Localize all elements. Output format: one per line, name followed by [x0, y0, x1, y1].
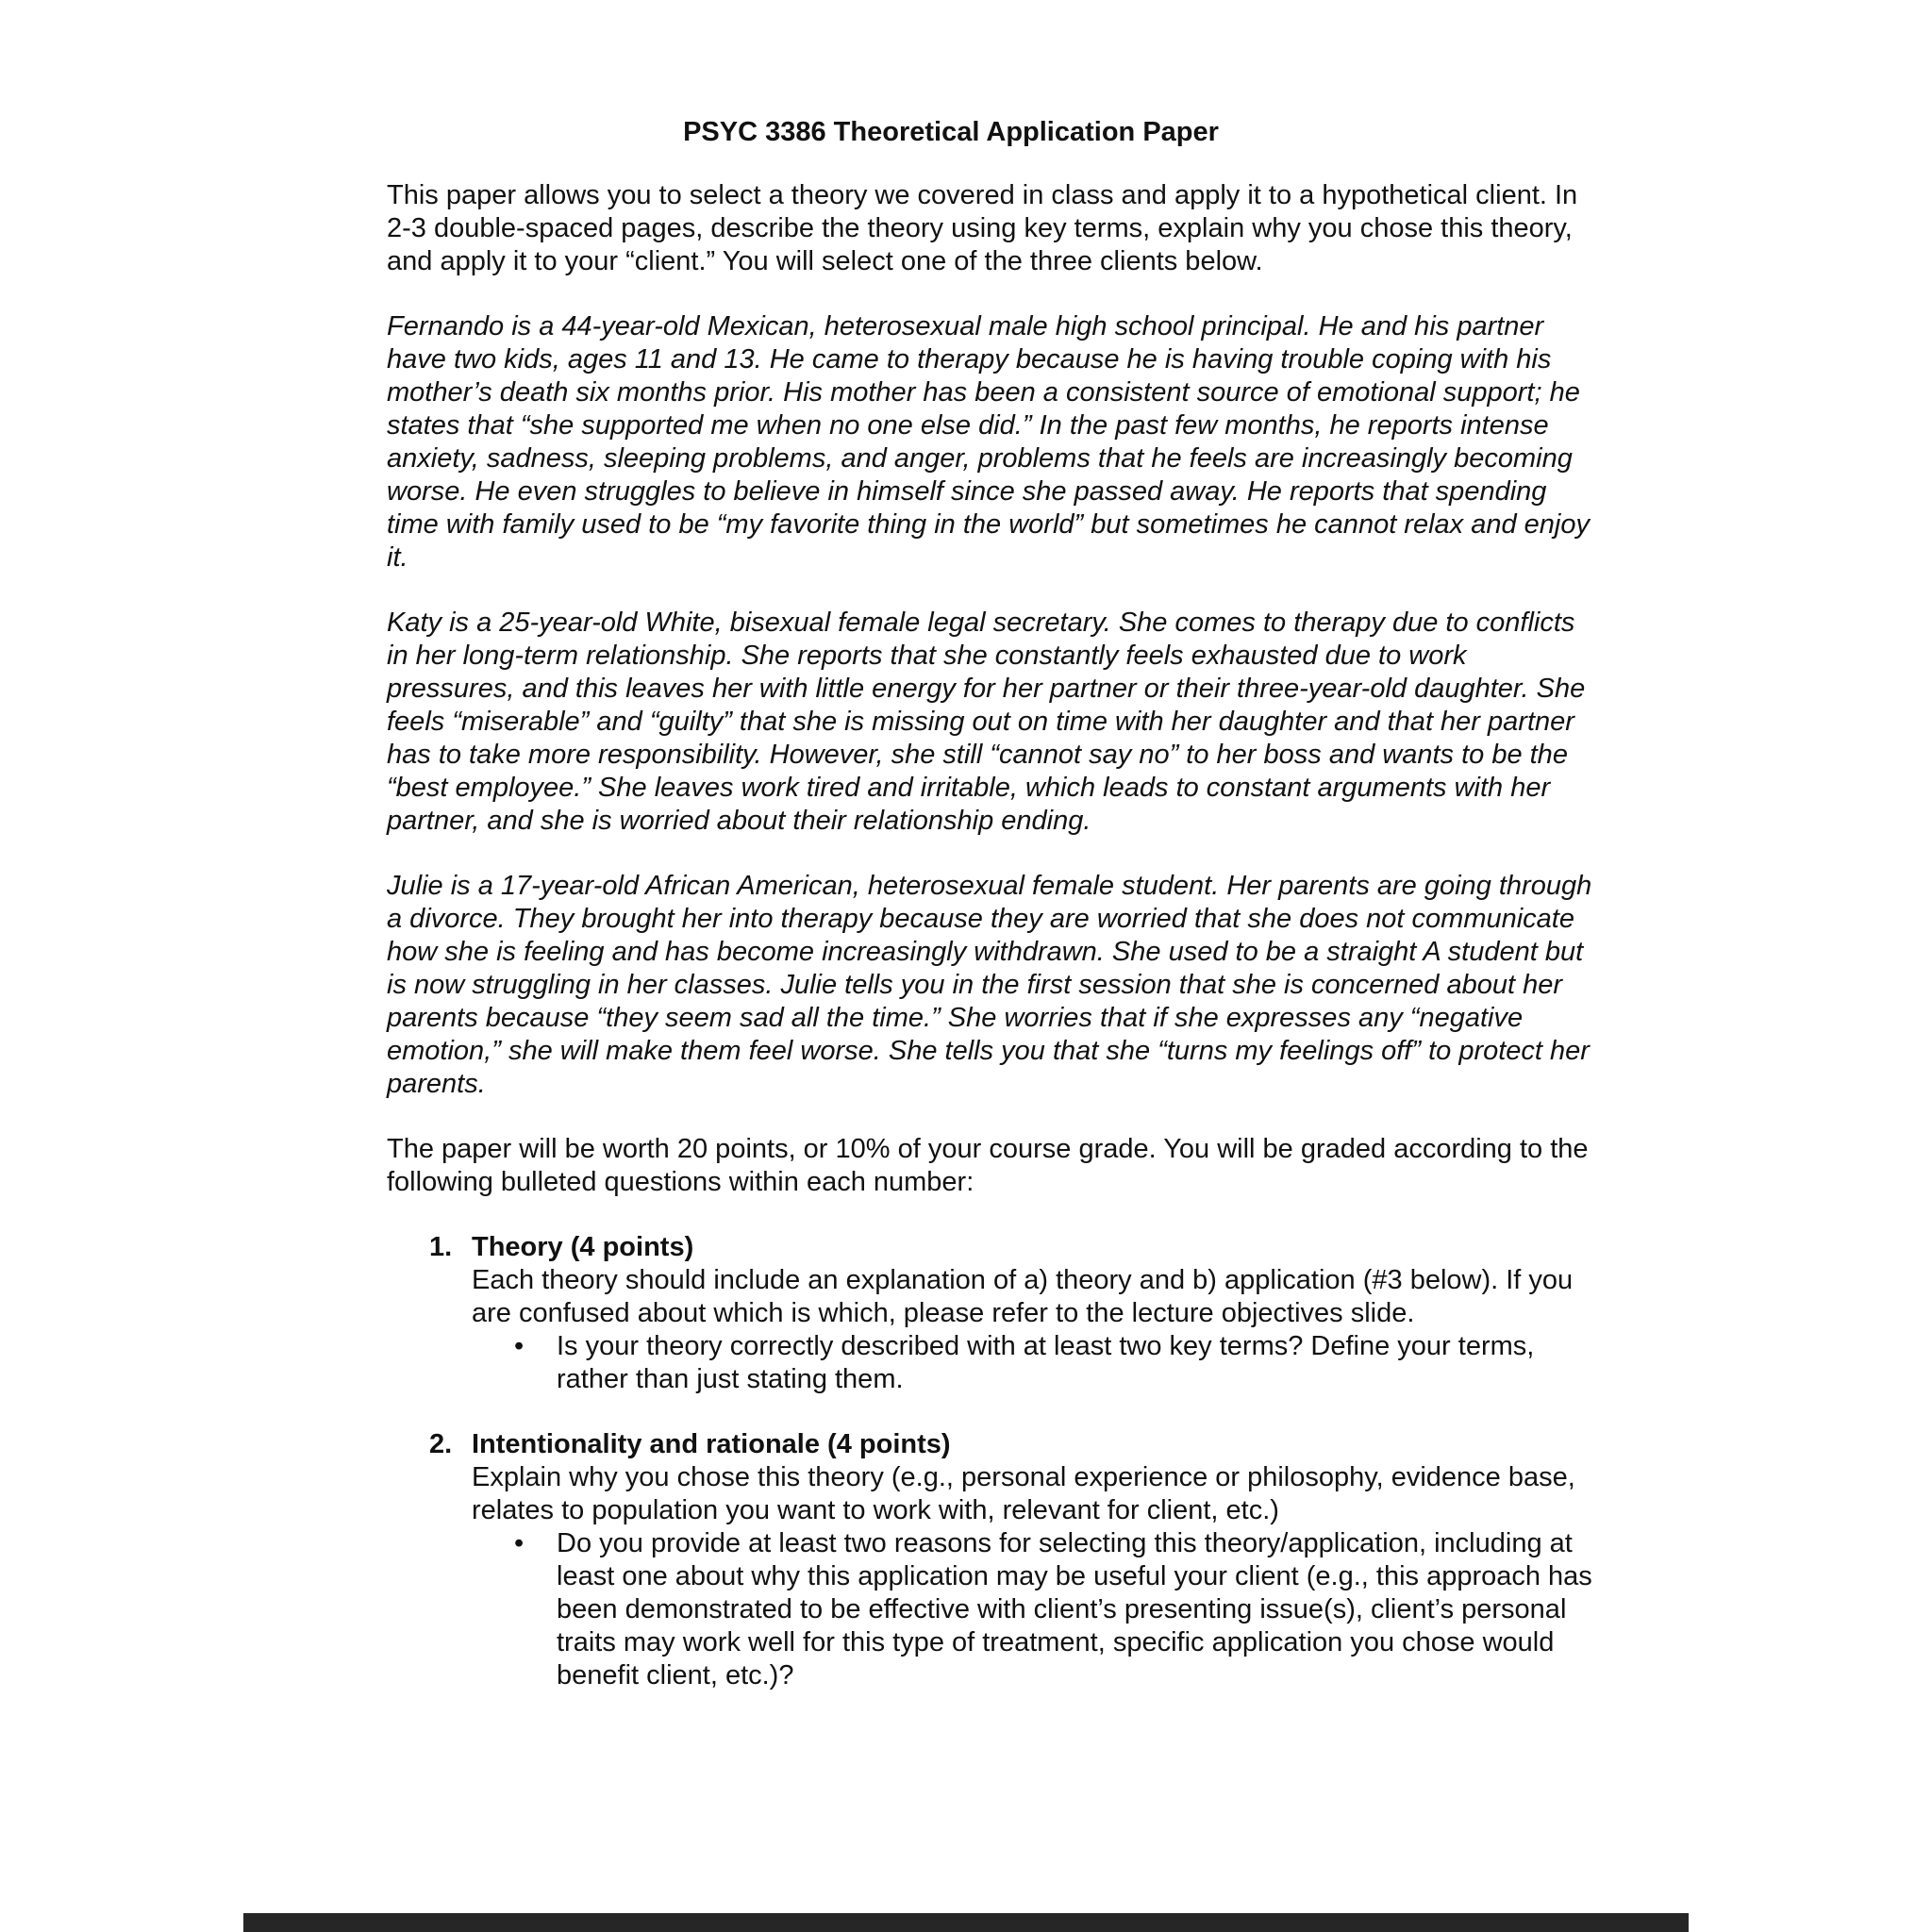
criterion-number: 2. — [429, 1429, 453, 1459]
bullet-icon: • — [514, 1331, 525, 1361]
criterion-description: Explain why you chose this theory (e.g., personal experience or philosophy, evidence base, relates to population you want to work with, relevant for client, etc.) — [472, 1462, 1575, 1525]
case-julie: Julie is a 17-year-old African American, heterosexual female student. Her parents are going through a divorce. They brought her into therapy because they are worried that she does not communicate how she is feeling and has become increasingly withdrawn. She used to be a straight A student but is now struggling in her classes. Julie tells you in the first session that she is concerned about her parents because “they seem sad all the time.” She worries that if she expresses any “negative emotion,” she will make them feel worse. She tells you that she “turns my feelings off” to protect her parents. — [387, 871, 1592, 1099]
criterion-bullet — [472, 1527, 1594, 1692]
criterion-heading: Theory (4 points) — [472, 1232, 694, 1262]
criterion-number: 1. — [429, 1232, 453, 1262]
bullet-text: Is your theory correctly described with at least two key terms? Define your terms, rather than just stating them. — [557, 1331, 1535, 1394]
bullet-icon: • — [514, 1528, 525, 1558]
grading-intro: The paper will be worth 20 points, or 10% of your course grade. You will be graded according to the following bulleted questions within each number: — [387, 1134, 1589, 1197]
bullet-text: Do you provide at least two reasons for selecting this theory/application, including at least one about why this application may be useful your client (e.g., this approach has been demonstrated to be effective with client’s presenting issue(s), client’s personal traits may work well for this type of treatment, specific application you chose would benefit client, etc.)? — [557, 1528, 1592, 1690]
bottom-edge-bar — [243, 1913, 1689, 1932]
criterion-description: Each theory should include an explanation of a) theory and b) application (#3 below). If you are confused about which is which, please refer to the lecture objectives slide. — [472, 1265, 1574, 1328]
criterion-intentionality — [387, 1428, 1594, 1692]
criterion-bullets — [472, 1527, 1594, 1692]
criterion-heading: Intentionality and rationale (4 points) — [472, 1429, 951, 1459]
criterion-bullets — [472, 1330, 1594, 1396]
grading-criteria-list — [387, 1231, 1594, 1692]
document-title: PSYC 3386 Theoretical Application Paper — [683, 117, 1219, 147]
criterion-theory — [387, 1231, 1594, 1396]
intro-paragraph: This paper allows you to select a theory we covered in class and apply it to a hypothetical client. In 2-3 double-spaced pages, describe the theory using key terms, explain why you chose this theory, and apply it to your “client.” You will select one of the three clients below. — [387, 180, 1578, 276]
case-katy: Katy is a 25-year-old White, bisexual female legal secretary. She comes to therapy due to conflicts in her long-term relationship. She reports that she constantly feels exhausted due to work pressures, and this leaves her with little energy for her partner or their three-year-old daughter. She feels “miserable” and “guilty” that she is missing out on time with her daughter and that her partner has to take more responsibility. However, she still “cannot say no” to her boss and wants to be the “best employee.” She leaves work tired and irritable, which leads to constant arguments with her partner, and she is worried about their relationship ending. — [387, 608, 1586, 836]
criterion-bullet — [472, 1330, 1594, 1396]
case-fernando: Fernando is a 44-year-old Mexican, heterosexual male high school principal. He and his partner have two kids, ages 11 and 13. He came to therapy because he is having trouble coping with his mother’s death six months prior. His mother has been a consistent source of emotional support; he states that “she supported me when no one else did.” In the past few months, he reports intense anxiety, sadness, sleeping problems, and anger, problems that he feels are increasingly becoming worse. He even struggles to believe in himself since she passed away. He reports that spending time with family used to be “my favorite thing in the world” but sometimes he cannot relax and enjoy it. — [387, 311, 1590, 573]
document-page — [387, 115, 1594, 1724]
